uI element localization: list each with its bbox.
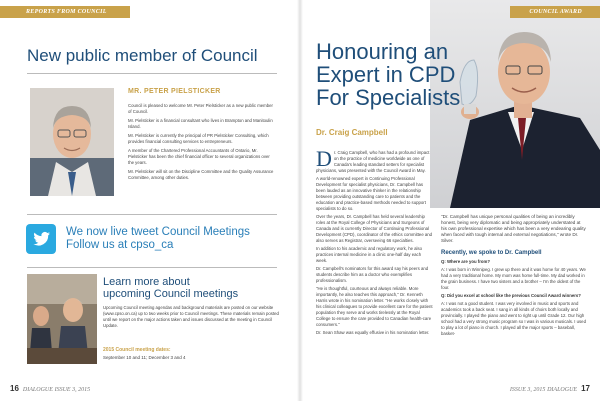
bio-paragraph: Mr. Pielsticker will sit on the Discipline Committee and the Quality Assurance Committee, among other duties. [128, 169, 274, 180]
meetings-body: Upcoming Council meeting agendas and background materials are posted on our website (www.cpso.on.ca) up to two weeks prior to Council meetings. These materials remain posted until we report on the major actions taken and issues discussed at the meeting in Council Update. [103, 305, 279, 328]
drop-cap: D [316, 146, 332, 171]
portrait-pielsticker [30, 88, 114, 196]
folio-right [510, 384, 590, 393]
article-paragraph: A world-renowned expert in Continuing Professional Development for specialist physicians, Dr. Campbell has been lauded as an innovative thinker in the relationship between providing outstanding care to patients and the education and practice-based methods needed to support specialists to do so. [316, 176, 426, 211]
bio-paragraph: Mr. Pielsticker is currently the principal of PR Pielsticker Consulting, which provides financial consulting services to entrepreneurs. [128, 133, 269, 144]
page-gutter [297, 0, 303, 401]
meetings-dates-heading: 2015 Council meeting dates: [103, 347, 171, 353]
pull-quote: "Dr. Campbell has unique personal qualities of being an incredibly honest, being very diplomatic and being appropriately understated at his own professional expertise which has been a very endearing quality when faced with tough internal and external negotiations," wrote Dr. Silver. [441, 214, 586, 243]
article-paragraph: Dr. Campbell's nominators for this award say his peers and students describe him as a doctor who exemplifies professionalism. [316, 266, 429, 283]
qa-question: Q: Did you excel at school like the previous Council Award winners? [441, 293, 581, 298]
byline-campbell: Dr. Craig Campbell [316, 128, 388, 137]
qa-question: Q: Where are you from? [441, 259, 490, 264]
article-main-column [316, 146, 433, 338]
meetings-heading-line: upcoming Council meetings [103, 288, 239, 300]
meetings-heading-line: Learn more about [103, 276, 190, 288]
article-paragraph: r. Craig Campbell, who has had a profound impact on the practice of medicine worldwide as one of Canada's leading standard setters for specialist physicians, was presented with the Council Award in May. [316, 150, 430, 173]
twitter-heading: We now live tweet Council Meetings [66, 226, 250, 238]
folio-left [10, 384, 90, 393]
magazine-name: DIALOGUE [22, 387, 53, 393]
qa-heading: Recently, we spoke to Dr. Campbell [441, 250, 542, 256]
page-title-left: New public member of Council [27, 46, 258, 65]
bio-paragraph: Mr. Pielsticker is a financial consultant who lives in Brampton and Manitoulin Island. [128, 118, 273, 129]
bio-paragraph: A member of the Chartered Professional Accountants of Ontario, Mr. Pielsticker has been the chief financial officer to several organizations over the years. [128, 148, 270, 165]
page-number: 17 [581, 384, 590, 393]
article-paragraph: In addition to his academic and regulatory work, he also practices internal medicine in a clinic one-half day each week. [316, 246, 423, 263]
twitter-promo [26, 224, 276, 264]
issue-label: ISSUE 3, 2015 [54, 387, 91, 393]
twitter-bird-icon [26, 224, 56, 254]
article-paragraph: Dr. Sean Shaw was equally effusive in his nomination letter. [316, 330, 430, 335]
issue-label: ISSUE 3, 2015 [509, 387, 546, 393]
article-paragraph: Over the years, Dr. Campbell has held several leadership roles at the Royal College of Physicians and Surgeons of Canada and is currently Director of Continuing Professional Development (CPD), coordinator of the ethics committee and also serves as Registrar, overseeing 66 specialties. [316, 214, 433, 243]
twitter-handle: Follow us at cpso_ca [66, 239, 174, 251]
section-divider [27, 214, 277, 215]
bio-text [128, 103, 274, 184]
title-divider [27, 73, 277, 74]
bio-paragraph: Council is pleased to welcome Mr. Peter Pielsticker as a new public member of Council. [128, 103, 273, 114]
qa-answer: A: I was born in Winnipeg. I grew up there and it was home for 40 years. We had a very traditional home. My mom was home full-time. My dad worked in the grain business. I have two sisters and a brother – I'm the oldest of the four. [441, 267, 586, 290]
byline-pielsticker: MR. PETER PIELSTICKER [128, 88, 221, 95]
article-side-column [441, 214, 587, 339]
qa-answer: A: I was not a good student. I was very involved in music and sports and academics took a back seat. I sang in all kinds of choirs both locally and provincially. I played the piano and went to right up until Grade 12. Our high school had a very strong music program so I was in various musicals. I used to play a lot of piano in church. I played all the major sports – baseball, basket- [441, 301, 586, 336]
meetings-heading [103, 276, 238, 300]
page-title-right: Honouring an Expert in CPD For Specialists [316, 39, 461, 110]
council-meeting-photo [27, 274, 97, 364]
page-number: 16 [10, 384, 19, 393]
article-paragraph: "He is thoughtful, courteous and always reliable. More importantly, he also teaches this approach," Dr. Kenneth Harris wrote in his nomination letter. "He works closely with his clinical colleagues to provide excellent care for the patient population they serve and works tirelessly at the Royal College to ensure the care provided to Canadian health-care consumers." [316, 286, 433, 327]
meetings-dates: September 10 and 11; December 3 and 4 [103, 355, 186, 360]
section-divider [27, 267, 277, 268]
section-tab-right: COUNCIL AWARD [510, 6, 600, 18]
magazine-name: DIALOGUE [547, 387, 578, 393]
section-tab-left: REPORTS FROM COUNCIL [0, 6, 130, 18]
